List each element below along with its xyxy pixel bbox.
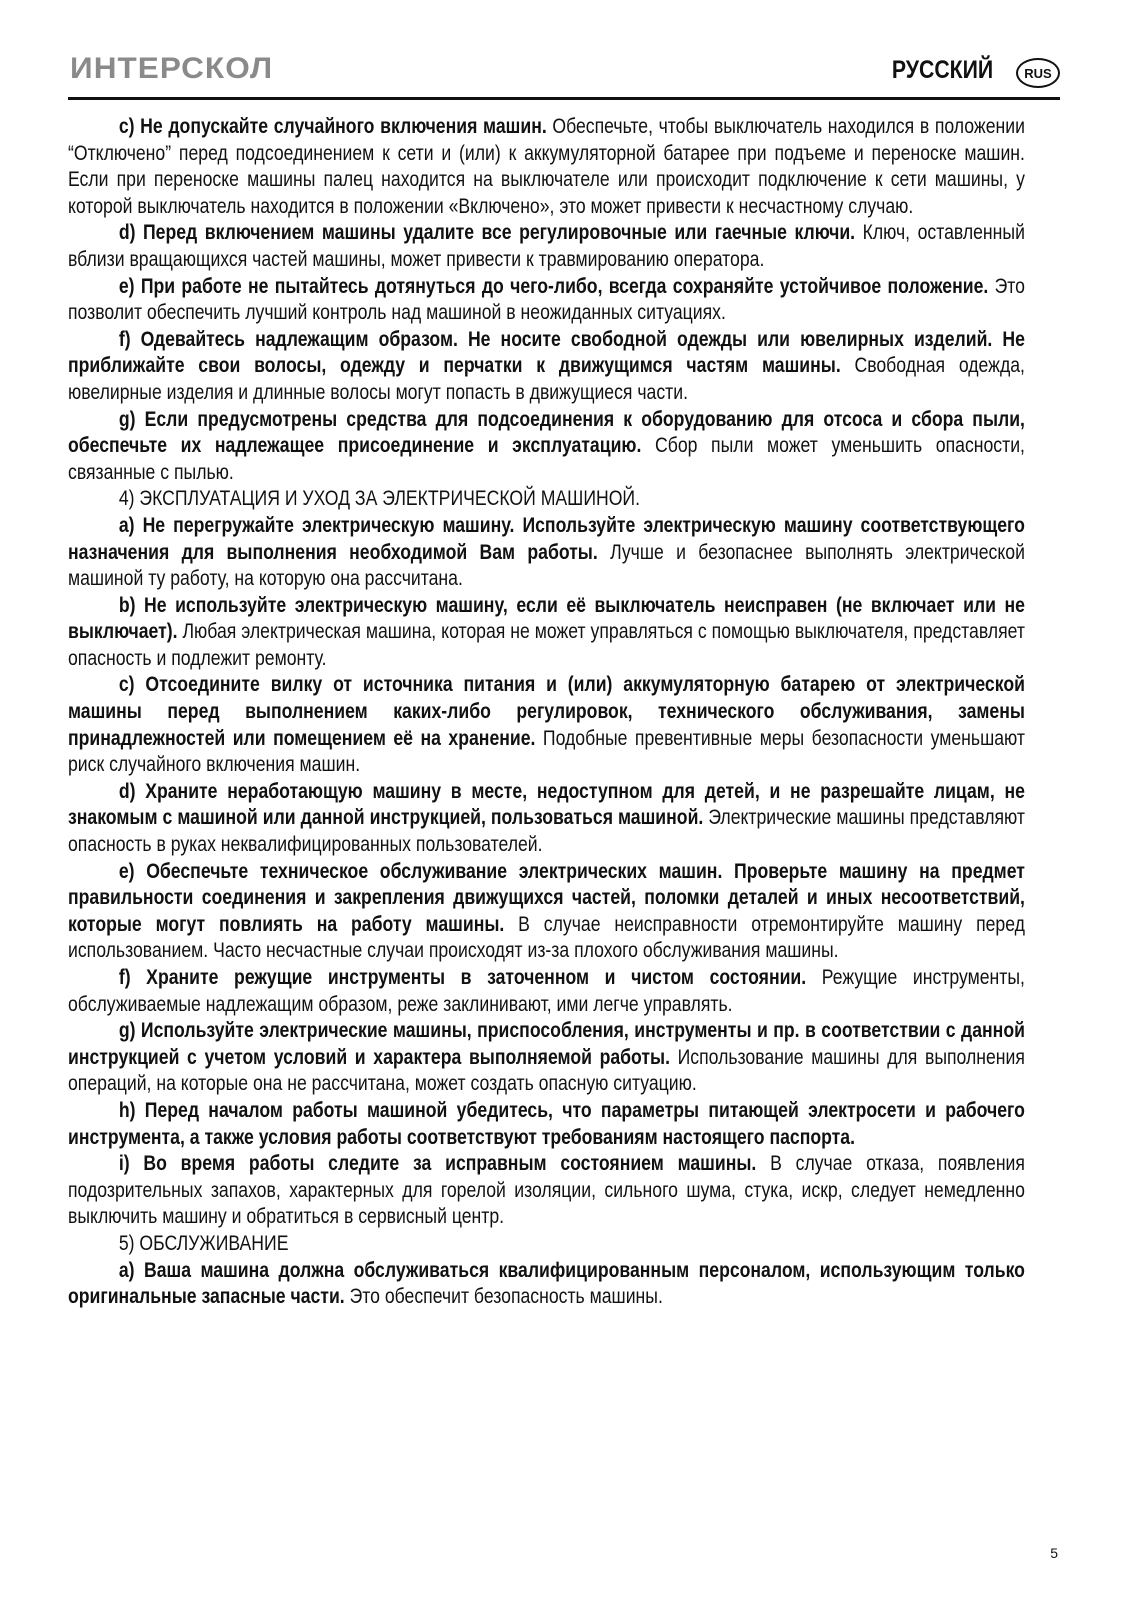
header-divider	[68, 97, 1060, 100]
paragraph	[68, 964, 1025, 1017]
paragraph-lead: g) Если предусмотрены средства для подсоединения к оборудованию для отсоса и сбора пыли, обеспечьте их надлежащее присоединение и эксплуатацию.	[68, 406, 1025, 458]
paragraph-lead: a) Не перегружайте электрическую машину. Используйте электрическую машину соответствующего назначения для выполнения необходимой Вам работы.	[68, 512, 1025, 564]
paragraph-text: Обеспечьте, чтобы выключатель находился в положении “Отключено” перед подсоединением к сети и (или) к аккумуляторной батарее при подъеме и переноске машин. Если при переноске машины палец находится на выключателе или происходит подключение к сети машины, у которой выключатель находится в положении «Включено», это может привести к несчастному случаю.	[68, 114, 1025, 218]
paragraph-lead: f) Одевайтесь надлежащим образом. Не носите свободной одежды или ювелирных изделий. Не приближайте свои волосы, одежду и перчатки к движущимся частям машины.	[68, 326, 1025, 378]
heading-text: 5) ОБСЛУЖИВАНИЕ	[118, 1230, 289, 1255]
paragraph	[68, 1150, 1025, 1230]
document-body	[68, 113, 1025, 1310]
paragraph-text: Электрические машины представляют опасность в руках неквалифицированных пользователей.	[68, 805, 1025, 857]
paragraph	[68, 1257, 1025, 1310]
section-heading	[68, 485, 1025, 512]
paragraph	[68, 326, 1025, 406]
paragraph-text: Использование машины для выполнения операций, на которые она не рассчитана, может создать опасную ситуацию.	[68, 1044, 1025, 1096]
page-number: 5	[1050, 1545, 1058, 1561]
paragraph-lead: e) При работе не пытайтесь дотянуться до чего-либо, всегда сохраняйте устойчивое положение.	[118, 273, 989, 298]
paragraph	[68, 219, 1025, 272]
paragraph-text: Любая электрическая машина, которая не может управляться с помощью выключателя, представляет опасность и подлежит ремонту.	[68, 619, 1025, 670]
paragraph	[68, 778, 1025, 858]
paragraph-lead: c) Отсоедините вилку от источника питания и (или) аккумуляторную батарею от электрической машины перед выполнением каких-либо регулировок, технического обслуживания, замены принадлежностей или помещением её на хранение.	[68, 672, 1025, 750]
paragraph-lead: a) Ваша машина должна обслуживаться квалифицированным персоналом, использующим только оригинальные запасные части.	[68, 1257, 1025, 1309]
paragraph	[68, 273, 1025, 326]
paragraph	[68, 1017, 1025, 1097]
paragraph-text: Сбор пыли может уменьшить опасности, связанные с пылью.	[68, 433, 1025, 484]
paragraph-lead: e) Обеспечьте техническое обслуживание электрических машин. Проверьте машину на предмет правильности соединения и закрепления движущихся частей, поломки деталей и иных несоответствий, которые могут повлиять на работу машины.	[68, 858, 1025, 936]
paragraph-lead: b) Не используйте электрическую машину, если её выключатель неисправен (не включает или не выключает).	[68, 592, 1025, 644]
paragraph-text: Лучше и безопаснее выполнять электрической машиной ту работу, на которую она рассчитана.	[68, 539, 1025, 591]
paragraph-lead: d) Храните неработающую машину в месте, недоступном для детей, и не разрешайте лицам, не знакомым с машиной или данной инструкцией, пользоваться машиной.	[68, 778, 1025, 830]
paragraph-lead: i) Во время работы следите за исправным состоянием машины.	[118, 1151, 757, 1176]
section-heading	[68, 1230, 1025, 1257]
paragraph-lead: c) Не допускайте случайного включения машин.	[118, 114, 547, 138]
paragraph	[68, 592, 1025, 672]
paragraph-text: Подобные превентивные меры безопасности уменьшают риск случайного включения машин.	[68, 725, 1025, 777]
paragraph-lead: f) Храните режущие инструменты в заточенном и чистом состоянии.	[118, 965, 807, 989]
paragraph-lead: h) Перед началом работы машиной убедитесь, что параметры питающей электросети и рабочего инструмента, а также условия работы соответствуют требованиям настоящего паспорта.	[68, 1097, 1025, 1149]
language-label: РУССКИЙ	[891, 56, 993, 84]
paragraph-text: Свободная одежда, ювелирные изделия и длинные волосы могут попасть в движущиеся части.	[68, 353, 1025, 404]
paragraph-text: Это обеспечит безопасность машины.	[344, 1284, 663, 1309]
paragraph	[68, 858, 1025, 964]
paragraph-text: Ключ, оставленный вблизи вращающихся частей машины, может привести к травмированию оператора.	[68, 220, 1025, 271]
paragraph	[68, 113, 1025, 219]
heading-text: 4) ЭКСПЛУАТАЦИЯ И УХОД ЗА ЭЛЕКТРИЧЕСКОЙ МАШИНОЙ.	[118, 486, 641, 511]
paragraph	[68, 1097, 1025, 1150]
paragraph-lead: g) Используйте электрические машины, приспособления, инструменты и пр. в соответствии с данной инструкцией с учетом условий и характера выполняемой работы.	[68, 1018, 1025, 1069]
paragraph-text: В случае отказа, появления подозрительных запахов, характерных для горелой изоляции, сильного шума, стука, искр, следует немедленно выключить машину и обратиться в сервисный центр.	[68, 1151, 1025, 1229]
paragraph	[68, 406, 1025, 486]
language-code-badge: RUS	[1016, 58, 1060, 88]
brand-logo: ИНТЕРСКОЛ	[70, 52, 274, 85]
paragraph-lead: d) Перед включением машины удалите все регулировочные или гаечные ключи.	[118, 220, 856, 245]
paragraph-text: В случае неисправности отремонтируйте машину перед использованием. Часто несчастные случаи происходят из-за плохого обслуживания машины.	[68, 911, 1025, 963]
paragraph	[68, 512, 1025, 592]
paragraph-text: Режущие инструменты, обслуживаемые надлежащим образом, реже заклинивают, ими легче управлять.	[68, 965, 1025, 1016]
paragraph	[68, 671, 1025, 777]
paragraph-text: Это позволит обеспечить лучший контроль над машиной в неожиданных ситуациях.	[68, 273, 1025, 325]
